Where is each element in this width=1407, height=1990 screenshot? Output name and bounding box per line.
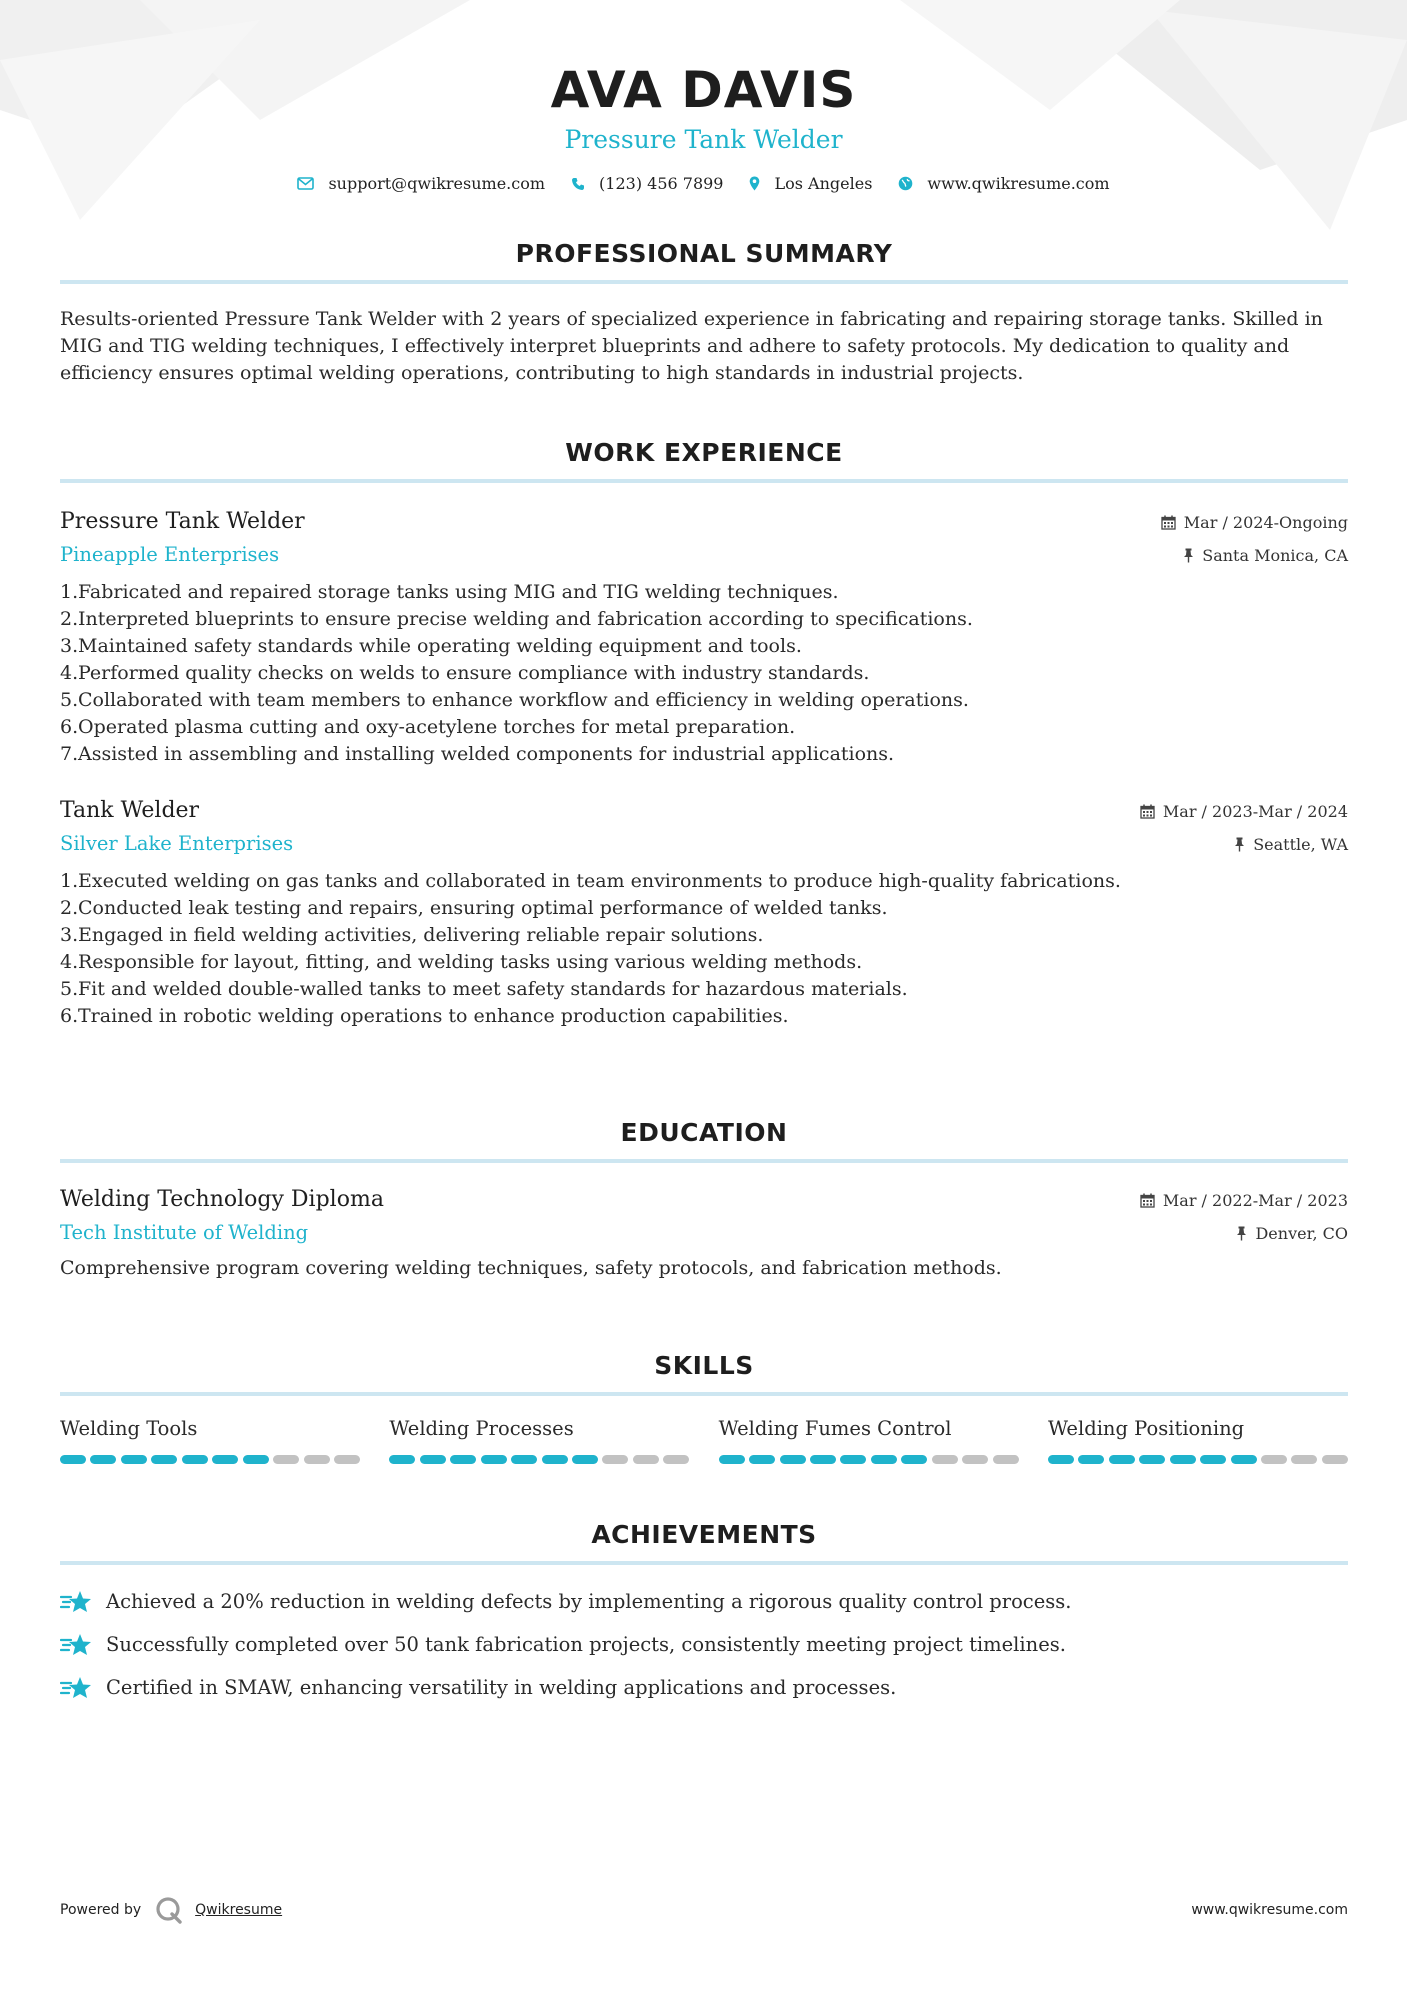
achievements-heading: ACHIEVEMENTS [591,1520,817,1549]
list-item: 1. Executed welding on gas tanks and collaborated in team environments to produce high-quality fabrications. [60,870,1121,892]
skill-segment-empty [602,1455,628,1464]
skill-segment-empty [1261,1455,1287,1464]
skill-item [1048,1416,1348,1464]
list-item: 4. Performed quality checks on welds to ensure compliance with industry standards. [60,662,870,684]
education-location [1140,1222,1348,1244]
contact-phone[interactable] [571,174,723,193]
skill-segment-filled [1078,1455,1104,1464]
education-entry [60,1185,1348,1282]
pushpin-icon [1183,548,1194,563]
skill-segment-filled [1109,1455,1135,1464]
skill-segment-filled [1048,1455,1074,1464]
skill-segment-empty [273,1455,299,1464]
list-item: 3. Engaged in field welding activities, delivering reliable repair solutions. [60,924,764,946]
list-item: 2. Interpreted blueprints to ensure precise welding and fabrication according to specifications. [60,608,973,630]
company-name: Silver Lake Enterprises [60,832,294,855]
contact-website[interactable] [898,174,1109,193]
job-meta [1161,511,1348,566]
skills-heading: SKILLS [654,1351,754,1380]
skill-level-bar [719,1455,1019,1464]
contact-bar [0,174,1407,193]
skill-segment-filled [810,1455,836,1464]
experience-heading: WORK EXPERIENCE [565,438,843,467]
calendar-icon [1161,515,1176,530]
globe-icon [898,176,913,191]
list-item: 2. Conducted leak testing and repairs, ensuring optimal performance of welded tanks. [60,897,888,919]
skill-segment-empty [962,1455,988,1464]
resume-header [0,0,1407,193]
skill-segment-empty [633,1455,659,1464]
list-item: 5. Fit and welded double-walled tanks to meet safety standards for hazardous materials. [60,978,908,1000]
calendar-icon [1140,1193,1155,1208]
envelope-icon [297,177,314,190]
skill-segment-filled [1139,1455,1165,1464]
skill-segment-filled [182,1455,208,1464]
list-item: 3. Maintained safety standards while operating welding equipment and tools. [60,635,802,657]
powered-by [60,1896,282,1924]
skill-item [60,1416,360,1464]
list-item: 5. Collaborated with team members to enhance workflow and efficiency in welding operations. [60,689,969,711]
skill-segment-filled [389,1455,415,1464]
education-description: Comprehensive program covering welding techniques, safety protocols, and fabrication methods. [60,1257,1002,1279]
shooting-star-icon [60,1589,92,1615]
skill-segment-empty [993,1455,1019,1464]
skill-segment-filled [243,1455,269,1464]
skill-segment-filled [90,1455,116,1464]
shooting-star-icon [60,1632,92,1658]
job-dates-text: Mar / 2023-Mar / 2024 [1162,801,1348,821]
pushpin-icon [1236,1226,1247,1241]
skill-segment-filled [151,1455,177,1464]
skill-segment-empty [304,1455,330,1464]
skill-name: Welding Positioning [1047,1417,1245,1440]
school-name: Tech Institute of Welding [60,1221,309,1244]
education-dates [1140,1189,1348,1211]
achievement-item [60,1632,1348,1658]
email-text: support@qwikresume.com [328,174,546,193]
job-location [1161,544,1348,566]
achievement-text: Achieved a 20% reduction in welding defects by implementing a rigorous quality control process. [106,1590,1072,1613]
section-divider [60,1561,1348,1565]
degree-title: Welding Technology Diploma [60,1187,384,1212]
skill-item [719,1416,1019,1464]
list-item: 6. Operated plasma cutting and oxy-acetylene torches for metal preparation. [60,716,796,738]
summary-text: Results-oriented Pressure Tank Welder with 2 years of specialized experience in fabricating and repairing storage tanks. Skilled in MIG and TIG welding techniques, I effectively interpret blueprints and adhere to safety protocols. My dedication to quality and efficiency ensures optimal welding operations, contributing to high standards in industrial projects. [60,308,1323,384]
qwikresume-logo-icon [155,1896,183,1924]
skills-list [60,1416,1348,1464]
skill-segment-filled [901,1455,927,1464]
location-text: Los Angeles [774,174,873,193]
skill-segment-empty [334,1455,360,1464]
job-title: Pressure Tank Welder [60,509,305,534]
list-item: 7. Assisted in assembling and installing welded components for industrial applications. [60,743,895,765]
candidate-name: AVA DAVIS [550,61,857,119]
shooting-star-icon [60,1675,92,1701]
skill-segment-filled [572,1455,598,1464]
skill-segment-filled [840,1455,866,1464]
skill-name: Welding Tools [60,1417,198,1440]
job-location-text: Santa Monica, CA [1202,545,1348,565]
job-entry [60,507,1348,768]
job-meta [1140,800,1348,855]
skill-segment-filled [121,1455,147,1464]
section-divider [60,1392,1348,1396]
skill-segment-filled [481,1455,507,1464]
job-bullets [60,868,1348,1030]
education-heading: EDUCATION [620,1118,788,1147]
achievement-text: Successfully completed over 50 tank fabrication projects, consistently meeting project timelines. [106,1633,1066,1656]
achievements-list [60,1589,1348,1701]
brand-link[interactable]: Qwikresume [195,1902,283,1918]
summary-section [60,238,1348,387]
skill-segment-filled [450,1455,476,1464]
section-divider [60,280,1348,284]
job-dates [1161,511,1348,533]
skill-segment-empty [1291,1455,1317,1464]
job-bullets [60,579,1348,768]
skill-segment-filled [212,1455,238,1464]
experience-section [60,437,1348,1030]
education-meta [1140,1189,1348,1244]
phone-icon [571,177,585,191]
job-dates [1140,800,1348,822]
skill-segment-empty [663,1455,689,1464]
job-dates-text: Mar / 2024-Ongoing [1183,512,1348,532]
section-divider [60,479,1348,483]
skill-segment-filled [511,1455,537,1464]
skill-segment-filled [60,1455,86,1464]
education-location-text: Denver, CO [1255,1223,1348,1243]
calendar-icon [1140,804,1155,819]
pushpin-icon [1234,837,1245,852]
skills-section [60,1350,1348,1464]
summary-heading: PROFESSIONAL SUMMARY [515,239,893,268]
achievements-section [60,1519,1348,1701]
skill-segment-filled [780,1455,806,1464]
job-title: Tank Welder [60,798,200,823]
skill-segment-empty [1322,1455,1348,1464]
website-text: www.qwikresume.com [927,174,1110,193]
powered-by-label: Powered by [60,1902,142,1918]
phone-text: (123) 456 7899 [599,174,724,193]
skill-segment-filled [1200,1455,1226,1464]
page-footer [60,1896,1348,1924]
contact-location [749,174,872,193]
skill-segment-filled [1231,1455,1257,1464]
section-divider [60,1159,1348,1163]
job-entry [60,796,1348,1030]
skill-segment-filled [420,1455,446,1464]
skill-name: Welding Processes [389,1417,574,1440]
education-section [60,1117,1348,1282]
education-dates-text: Mar / 2022-Mar / 2023 [1162,1190,1348,1210]
achievement-item [60,1589,1348,1615]
skill-item [389,1416,689,1464]
contact-email[interactable] [297,174,545,193]
skill-level-bar [389,1455,689,1464]
achievement-item [60,1675,1348,1701]
footer-website[interactable]: www.qwikresume.com [1191,1902,1348,1918]
skill-segment-filled [719,1455,745,1464]
skill-name: Welding Fumes Control [718,1417,952,1440]
candidate-title: Pressure Tank Welder [564,125,843,154]
skill-segment-empty [932,1455,958,1464]
list-item: 6. Trained in robotic welding operations to enhance production capabilities. [60,1005,789,1027]
skill-segment-filled [871,1455,897,1464]
map-pin-icon [749,176,760,191]
list-item: 1. Fabricated and repaired storage tanks using MIG and TIG welding techniques. [60,581,839,603]
company-name: Pineapple Enterprises [60,543,280,566]
skill-segment-filled [1170,1455,1196,1464]
list-item: 4. Responsible for layout, fitting, and welding tasks using various welding methods. [60,951,863,973]
skill-segment-filled [542,1455,568,1464]
skill-level-bar [1048,1455,1348,1464]
job-location [1140,833,1348,855]
skill-level-bar [60,1455,360,1464]
job-location-text: Seattle, WA [1253,834,1348,854]
skill-segment-filled [749,1455,775,1464]
achievement-text: Certified in SMAW, enhancing versatility in welding applications and processes. [106,1676,897,1699]
